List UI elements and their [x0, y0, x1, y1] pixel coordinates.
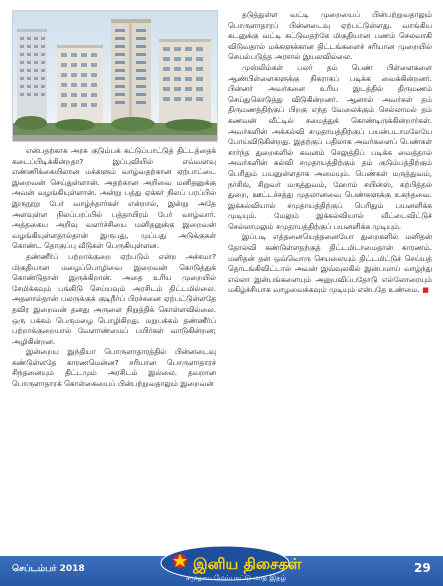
article-paragraph: முஸ்லிம்கள் பலர் தம் பெண் பிள்ளைகளை ஆண்பிள்ளைகளுக்கு நிகராகப் படிக்க வைக்கின்றனர். பின்னர் அவர்களை உரிய இடத்தில் திருமணம் செய்துகொடுத்து விடுகின்றனர். ஆனால் அவர்கள் தம் திருமணத்திற்குப் பிறகு எந்த வேலைக்கும் செல்லாமல் தம் கணவன் வீட்டில் சமைத்துக் கொண்டிருக்கின்றார்கள். அவர்களின் அக்கல்வி சமுதாயத்திற்குப் பயன்படாமலேயே போய்விடுகின்றது. இதற்குப் பதிலாக அவர்களைப் பெண்கள் சார்ந்த துறைகளில் கவனம் செலுத்திப் படிக்க வைத்தால் அவர்களின் கல்வி சமுதாயத்திற்கும் தம் குடும்பத்திற்கும் பெரிதும் பயனுள்ளதாக அமையும். பெண்கள் மருத்துவம், நர்சிங், சிறுவர் மருத்துவம், ஹோம் சயின்ஸ், கற்பித்தல் துறை, ஊட்டச்சத்து முதலானவை பெண்களுக்கு உகந்தவை. இக்கல்வியால் சமுதாயத்திற்குப் பெரிதும் பயனளிக்க முடியும். மேலும் இக்கல்வியால் வீட்டைவிட்டுச் செல்லாமலும் சமுதாயத்திற்குப் பயனளிக்க முடியும். — [228, 62, 432, 231]
magazine-tagline: சமுதாய மேம்பாட்டு மாத இதழ் — [186, 574, 287, 582]
article-paragraph: இன்றைய இந்தியா பொருளாதாரத்தில் பின்னடைவு கண்டுள்ளதே காரணமென்ன? சரியான பொருளாதாரச் சிந்தனையும் திட்டமும் அரசிடம் இல்லை. தவறான பொருளாதாரக் கொள்கையைப் பின்பற்றுவதாலும் இறைவன் — [12, 347, 216, 389]
article-paragraph — [228, 232, 432, 296]
page-footer — [0, 556, 443, 586]
issue-date: செப்டம்பர் 2018 — [12, 564, 85, 574]
article-closing-text: இப்படி எத்தனையெத்தனையோ துறைகளில் மனிதன் தோல்வி கண்டுள்ளதற்குத் திட்டமிடாமைதான் காரணம். மனிதன் தன் ஒவ்வொரு செயலையும் திட்டமிட்டுச் செய்யத் தொடங்கிவிட்டால் அவன் இவ்வுலகில் இன்பமாய் வாழ்ந்து எல்லா இன்பங்களையும் அனுபவிப்பதோடு எல்லோரையும் மகிழ்ச்சியாக வாழவைக்கவும் முடியும் என்பதே உண்மை. — [228, 232, 432, 295]
article-paragraph: தண்ணீர்ப் பற்றாக்குறை ஏற்படும் என்ற அச்சமா? மிகுதியான மழைப்பொழிவை இறைவன் கொடுத்துக் கொண்டுதான் இருக்கிறான். அதை உரிய முறையில் சேமிக்கவும் பங்கிடு செய்யவும் அரசிடம் திட்டமில்லை. அதனால்தான் பலருக்குக் குடிநீர்ப் பிரச்சனை ஏற்பட்டுள்ளதே தவிர இறைவன் தனது அருளை நிறுத்திக் கொள்ளவில்லை. ஒரு பக்கம் பெருமழை பொழிகிறது. மறுபக்கம் தண்ணீர்ப் பற்றாக்குறையால் வேளாண்மைப் பயிர்கள் வாடுகின்றன; அழிகின்றன. — [12, 251, 216, 346]
article-right-column — [228, 10, 432, 554]
city-skyline-illustration — [13, 11, 217, 141]
tower-blocks-photo — [12, 10, 218, 142]
end-mark: ■ — [422, 286, 429, 295]
page-number: 29 — [414, 561, 431, 575]
magazine-brand: இனிய திசைகள் — [193, 555, 302, 573]
article-paragraph: தடுத்துள்ள வட்டி முறையைப் பின்பற்றுவதாலும் பொருளாதாரப் பின்னடைவு ஏற்பட்டுள்ளது. வாங்கிய கடனுக்கு வட்டி கட்டுவதற்கே மிகுதியான பணம் செலவாகி விடுவதால் மக்களுக்கான திட்டங்களைச் சரியான முறையில் செயல்படுத்த அரசால் இயலவில்லை. — [228, 10, 432, 62]
article-left-column — [12, 146, 216, 554]
article-paragraph: என்பதற்காக அரசு குடும்பக் கட்டுப்பாட்டுத் திட்டத்தைக் கடைப்பிடிக்கின்றதா? இப்புவியில் எவ்வளவு எண்ணிக்கையிலான மக்களும் வாழ்வதற்கான ஏற்பாட்டை இறைவன் செய்துள்ளான். அதற்கான அறிவை மனிதனுக்கு அவன் வழங்கியுள்ளான். அன்று பத்து ஏக்கர் நிலப் பரப்பில் இருநூறு பேர் வாழ்ந்தார்கள் என்றால், இன்று அதே அளவுள்ள நிலப்பரப்பில் பத்தாயிரம் பேர் வாழ்வார். அத்தகைய அறிவு வளர்ச்சியை மனிதனுக்கு இறைவன் வழங்கியுள்ளதால்தான் இருபது, முப்பது அடுக்குகள் கொண்ட தொகுப்பு வீடுகள் பெருகியுள்ளன. — [12, 146, 216, 251]
